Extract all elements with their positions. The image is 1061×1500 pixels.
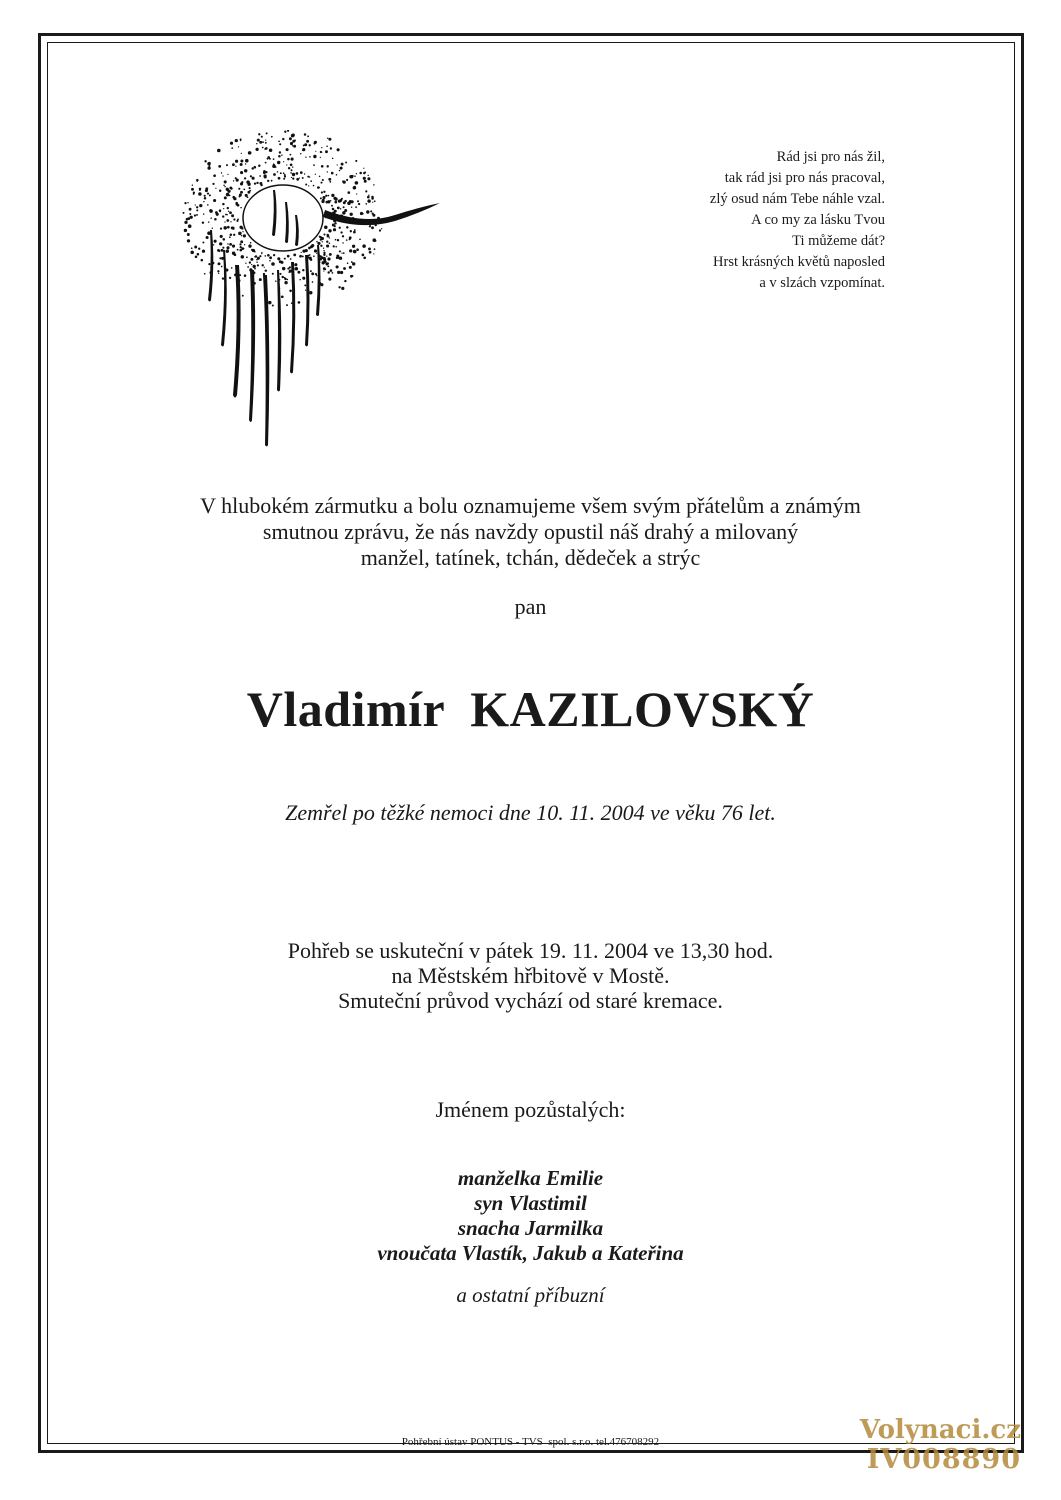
funeral-home-footer: Pohřební ústav PONTUS - TVS spol. s.r.o. tel.476708292	[401, 1436, 660, 1448]
on-behalf-heading: Jménem pozůstalých:	[435, 1097, 626, 1122]
announcement-line: V hlubokém zármutku a bolu oznamujeme všem svým přátelům a známým	[200, 493, 861, 518]
family-list	[60, 1166, 1001, 1266]
announcement-line: manžel, tatínek, tchán, dědeček a strýc	[360, 545, 701, 570]
watermark-site: Volynaci.cz	[859, 1415, 1021, 1445]
poem	[600, 147, 885, 294]
family-member: manželka Emilie	[457, 1166, 604, 1190]
family-member: vnoučata Vlastík, Jakub a Kateřina	[377, 1241, 684, 1265]
other-relatives: a ostatní příbuzní	[456, 1283, 605, 1307]
announcement	[60, 493, 1001, 571]
family-member: syn Vlastimil	[474, 1191, 587, 1215]
funeral-line: Pohřeb se uskuteční v pátek 19. 11. 2004 ve 13,30 hod.	[287, 938, 774, 963]
poem-line: zlý osud nám Tebe náhle vzal.	[709, 191, 885, 207]
poem-line: Hrst krásných květů naposled	[713, 254, 885, 270]
poem-line: Ti můžeme dát?	[792, 233, 885, 249]
deceased-name: Vladimír KAZILOVSKÝ	[246, 681, 815, 737]
funeral-line: Smuteční průvod vychází od staré kremace.	[338, 988, 723, 1013]
poem-line: Rád jsi pro nás žil,	[776, 149, 885, 165]
honorific: pan	[514, 594, 547, 619]
sun-drip-ornament-icon	[165, 130, 475, 450]
funeral-line: na Městském hřbitově v Mostě.	[391, 963, 670, 988]
watermark	[860, 1415, 1021, 1475]
announcement-line: smutnou zprávu, že nás navždy opustil náš drahý a milovaný	[262, 519, 799, 544]
poem-line: A co my za lásku Tvou	[751, 212, 885, 228]
poem-line: tak rád jsi pro nás pracoval,	[724, 170, 885, 186]
funeral-details	[60, 938, 1001, 1013]
poem-line: a v slzách vzpomínat.	[759, 275, 885, 291]
family-member: snacha Jarmilka	[457, 1216, 604, 1240]
watermark-id: IV008890	[866, 1444, 1021, 1475]
death-notice: Zemřel po těžké nemoci dne 10. 11. 2004 ve věku 76 let.	[285, 800, 776, 825]
